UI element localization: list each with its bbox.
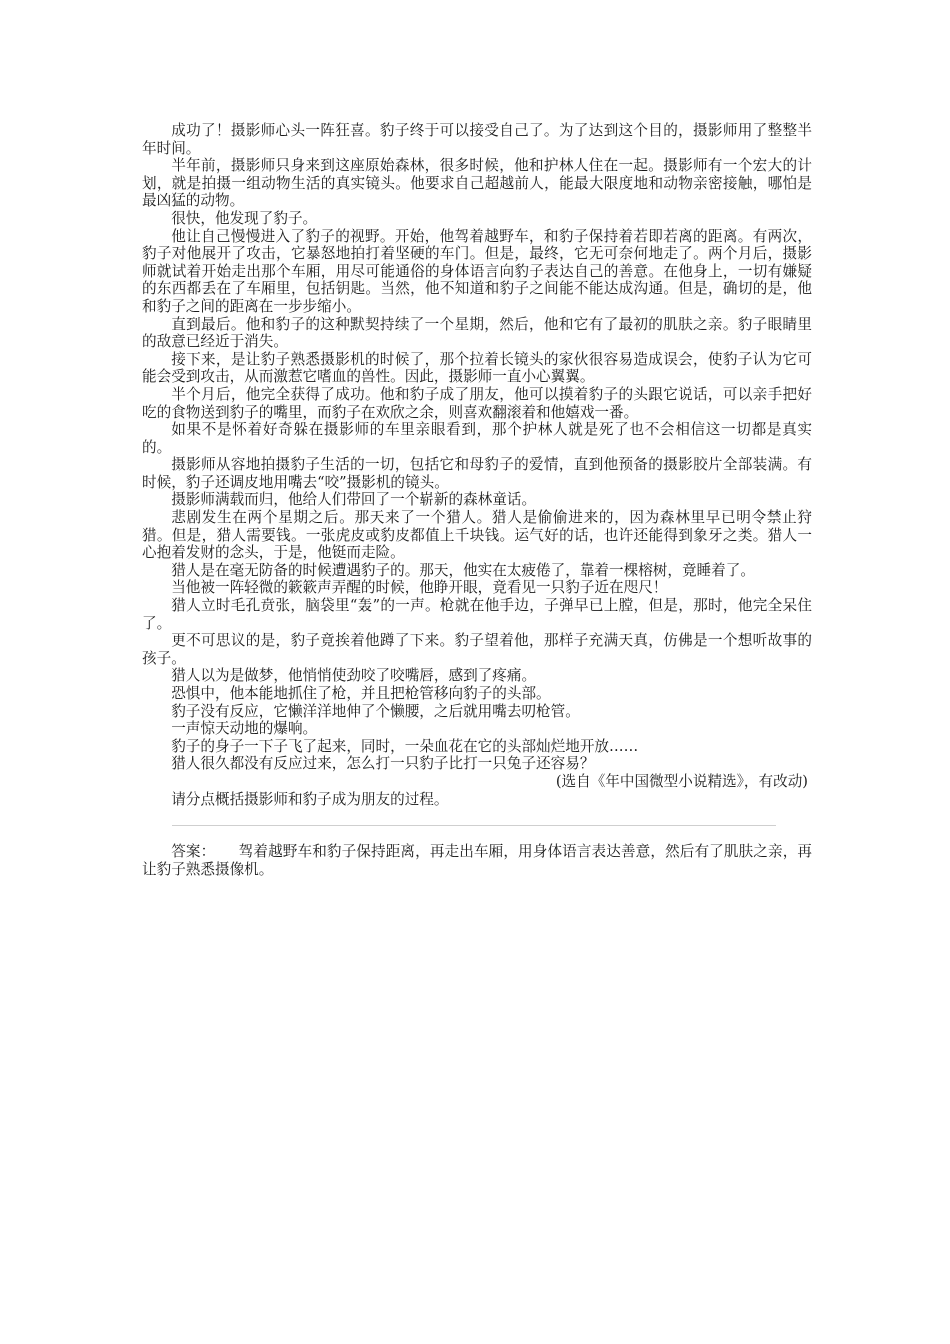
section-divider: [172, 825, 776, 826]
story-paragraph: 更不可思议的是，豹子竟挨着他蹲了下来。豹子望着他，那样子充满天真，仿佛是一个想听故事的孩子。: [142, 632, 812, 667]
source-citation: (选自《年中国微型小说精选》，有改动): [555, 772, 808, 790]
document-page: [142, 122, 812, 878]
story-paragraph: 猎人立时毛孔贲张，脑袋里“轰”的一声。枪就在他手边，子弹早已上膛，但是，那时，他完全呆住了。: [142, 597, 812, 632]
story-paragraph: 当他被一阵轻微的簌簌声弄醒的时候，他睁开眼，竟看见一只豹子近在咫尺！: [171, 579, 668, 597]
story-paragraph: 半个月后，他完全获得了成功。他和豹子成了朋友，他可以摸着豹子的头跟它说话，可以亲手把好吃的食物送到豹子的嘴里，而豹子在欢欣之余，则喜欢翻滚着和他嬉戏一番。: [142, 385, 812, 421]
story-paragraph: 很快，他发现了豹子。: [171, 209, 318, 227]
story-paragraph: 猎人以为是做梦，他悄悄使劲咬了咬嘴唇，感到了疼痛。: [171, 667, 537, 685]
answer-block: [142, 843, 812, 878]
story-paragraph: 摄影师满载而归，他给人们带回了一个崭新的森林童话。: [171, 491, 537, 509]
story-paragraph: 豹子的身子一下子飞了起来，同时，一朵血花在它的头部灿烂地开放……: [171, 737, 639, 755]
story-paragraph: 摄影师从容地拍摄豹子生活的一切，包括它和母豹子的爱情，直到他预备的摄影胶片全部装满。有时候，豹子还调皮地用嘴去“咬”摄影机的镜头。: [142, 456, 812, 491]
story-paragraph: 如果不是怀着好奇躲在摄影师的车里亲眼看到，那个护林人就是死了也不会相信这一切都是真实的。: [142, 421, 812, 456]
story-paragraph: 他让自己慢慢进入了豹子的视野。开始，他驾着越野车，和豹子保持着若即若离的距离。有两次，豹子对他展开了攻击，它暴怒地拍打着坚硬的车门。但是，最终，它无可奈何地走了。两个月后，摄影师就试着开始走出那个车厢，用尽可能通俗的身体语言向豹子表达自己的善意。在他身上，一切有嫌疑的东西都丢在了车厢里，包括钥匙。当然，他不知道和豹子之间能不能达成沟通。但是，确切的是，他和豹子之间的距离在一步步缩小。: [142, 227, 812, 315]
story-paragraph: 接下来，是让豹子熟悉摄影机的时候了，那个拉着长镜头的家伙很容易造成误会，使豹子认为它可能会受到攻击，从而激惹它嗜血的兽性。因此，摄影师一直小心翼翼。: [142, 350, 812, 386]
story-paragraph: 猎人是在毫无防备的时候遭遇豹子的。那天，他实在太疲倦了，靠着一棵榕树，竟睡着了。: [171, 561, 755, 579]
story-paragraph: 悲剧发生在两个星期之后。那天来了一个猎人。猎人是偷偷进来的，因为森林里早已明令禁止狩猎。但是，猎人需要钱。一张虎皮或豹皮都值上千块钱。运气好的话，也许还能得到象牙之类。猎人一心抱着发财的念头，于是，他铤而走险。: [142, 509, 812, 562]
story-paragraph: 猎人很久都没有反应过来，怎么打一只豹子比打一只兔子还容易？: [171, 755, 595, 773]
story-paragraph: 豹子没有反应，它懒洋洋地伸了个懒腰，之后就用嘴去叨枪管。: [171, 702, 580, 720]
story-paragraph: 恐惧中，他本能地抓住了枪，并且把枪管移向豹子的头部。: [171, 685, 551, 702]
story-paragraph: 直到最后。他和豹子的这种默契持续了一个星期，然后，他和它有了最初的肌肤之亲。豹子眼睛里的敌意已经近于消失。: [142, 315, 812, 351]
answer-label: 答案：: [171, 843, 216, 861]
story-paragraph: 半年前，摄影师只身来到这座原始森林，很多时候，他和护林人住在一起。摄影师有一个宏大的计划，就是拍摄一组动物生活的真实镜头。他要求自己超越前人，能最大限度地和动物亲密接触，哪怕是最凶猛的动物。: [142, 157, 812, 210]
story-paragraph: 成功了！摄影师心头一阵狂喜。豹子终于可以接受自己了。为了达到这个目的，摄影师用了整整半年时间。: [142, 122, 812, 157]
question-text: 请分点概括摄影师和豹子成为朋友的过程。: [171, 790, 449, 808]
answer-text: 驾着越野车和豹子保持距离，再走出车厢，用身体语言表达善意，然后有了肌肤之亲，再让豹子熟悉摄像机。: [142, 843, 812, 878]
story-paragraph: 一声惊天动地的爆响。: [171, 720, 318, 738]
story-body: [142, 122, 812, 791]
